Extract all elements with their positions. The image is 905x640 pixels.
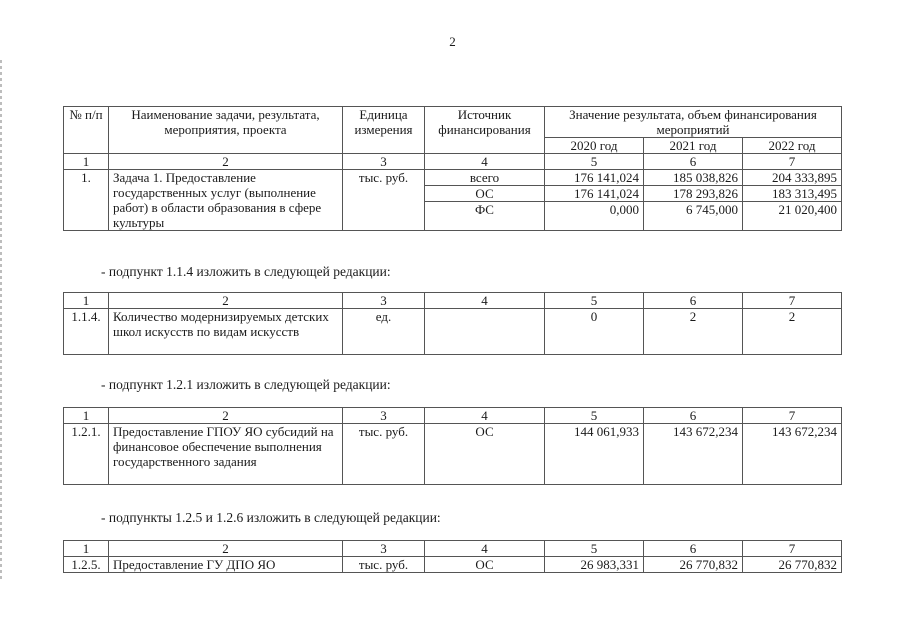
row-source: ОС	[425, 424, 545, 485]
table-row	[64, 170, 842, 186]
col-number: 7	[743, 541, 842, 557]
col-number: 6	[644, 541, 743, 557]
row-source: ОС	[425, 557, 545, 573]
column-numbers-row	[64, 541, 842, 557]
row-name: Задача 1. Предоставление государственных услуг (выполнение работ) в области образования в сфере культуры	[109, 170, 343, 231]
row-source	[425, 309, 545, 355]
row-source: ОС	[425, 186, 545, 202]
row-value-2020: 176 141,024	[545, 186, 644, 202]
col-number: 5	[545, 408, 644, 424]
col-number: 3	[343, 541, 425, 557]
row-source: всего	[425, 170, 545, 186]
col-number: 6	[644, 154, 743, 170]
note-1-2-5-1-2-6: - подпункты 1.2.5 и 1.2.6 изложить в следующей редакции:	[101, 510, 441, 525]
col-number: 6	[644, 293, 743, 309]
row-unit: тыс. руб.	[343, 557, 425, 573]
col-number: 5	[545, 293, 644, 309]
table-1-2-5	[63, 540, 842, 573]
column-numbers-row	[64, 154, 842, 170]
row-num: 1.1.4.	[64, 309, 109, 355]
col-number: 7	[743, 408, 842, 424]
col-number: 1	[64, 408, 109, 424]
col-number: 4	[425, 541, 545, 557]
col-number: 2	[109, 293, 343, 309]
note-1-1-4: - подпункт 1.1.4 изложить в следующей редакции:	[101, 264, 391, 279]
col-number: 2	[109, 408, 343, 424]
row-source: ФС	[425, 202, 545, 231]
col-number: 7	[743, 154, 842, 170]
col-number: 3	[343, 154, 425, 170]
note-1-2-1: - подпункт 1.2.1 изложить в следующей редакции:	[101, 377, 391, 392]
main-table	[63, 106, 842, 231]
col-number: 4	[425, 408, 545, 424]
row-value-2020: 176 141,024	[545, 170, 644, 186]
row-value-2020: 26 983,331	[545, 557, 644, 573]
row-value-2021: 26 770,832	[644, 557, 743, 573]
row-num: 1.	[64, 170, 109, 231]
row-name: Количество модернизируемых детских школ искусств по видам искусств	[109, 309, 343, 355]
row-value-2022: 204 333,895	[743, 170, 842, 186]
header-value: Значение результата, объем финансирования мероприятий	[545, 107, 842, 138]
row-unit: ед.	[343, 309, 425, 355]
table-row	[64, 424, 842, 485]
row-value-2022: 143 672,234	[743, 424, 842, 485]
header-num: № п/п	[64, 107, 109, 154]
row-num: 1.2.5.	[64, 557, 109, 573]
col-number: 5	[545, 541, 644, 557]
scan-edge-mark	[0, 60, 2, 580]
row-value-2022: 21 020,400	[743, 202, 842, 231]
header-source: Источник финансирования	[425, 107, 545, 154]
table-row	[64, 309, 842, 355]
column-numbers-row	[64, 293, 842, 309]
row-value-2020: 0,000	[545, 202, 644, 231]
table-1-2-1	[63, 407, 842, 485]
row-name: Предоставление ГПОУ ЯО субсидий на финансовое обеспечение выполнения государственного задания	[109, 424, 343, 485]
table-row	[64, 557, 842, 573]
column-numbers-row	[64, 408, 842, 424]
col-number: 1	[64, 154, 109, 170]
header-year-2021: 2021 год	[644, 138, 743, 154]
col-number: 1	[64, 293, 109, 309]
page-number: 2	[449, 34, 456, 49]
col-number: 4	[425, 293, 545, 309]
row-value-2022: 26 770,832	[743, 557, 842, 573]
col-number: 3	[343, 293, 425, 309]
col-number: 2	[109, 541, 343, 557]
col-number: 1	[64, 541, 109, 557]
table-1-1-4	[63, 292, 842, 355]
row-value-2021: 178 293,826	[644, 186, 743, 202]
row-value-2021: 6 745,000	[644, 202, 743, 231]
row-unit: тыс. руб.	[343, 424, 425, 485]
row-value-2022: 2	[743, 309, 842, 355]
col-number: 6	[644, 408, 743, 424]
col-number: 2	[109, 154, 343, 170]
col-number: 7	[743, 293, 842, 309]
row-num: 1.2.1.	[64, 424, 109, 485]
col-number: 5	[545, 154, 644, 170]
row-name: Предоставление ГУ ДПО ЯО	[109, 557, 343, 573]
col-number: 3	[343, 408, 425, 424]
row-value-2022: 183 313,495	[743, 186, 842, 202]
header-unit: Единица измерения	[343, 107, 425, 154]
col-number: 4	[425, 154, 545, 170]
header-year-2022: 2022 год	[743, 138, 842, 154]
row-value-2021: 185 038,826	[644, 170, 743, 186]
row-value-2020: 0	[545, 309, 644, 355]
header-year-2020: 2020 год	[545, 138, 644, 154]
row-unit: тыс. руб.	[343, 170, 425, 231]
header-name: Наименование задачи, результата, мероприятия, проекта	[109, 107, 343, 154]
row-value-2020: 144 061,933	[545, 424, 644, 485]
row-value-2021: 2	[644, 309, 743, 355]
row-value-2021: 143 672,234	[644, 424, 743, 485]
